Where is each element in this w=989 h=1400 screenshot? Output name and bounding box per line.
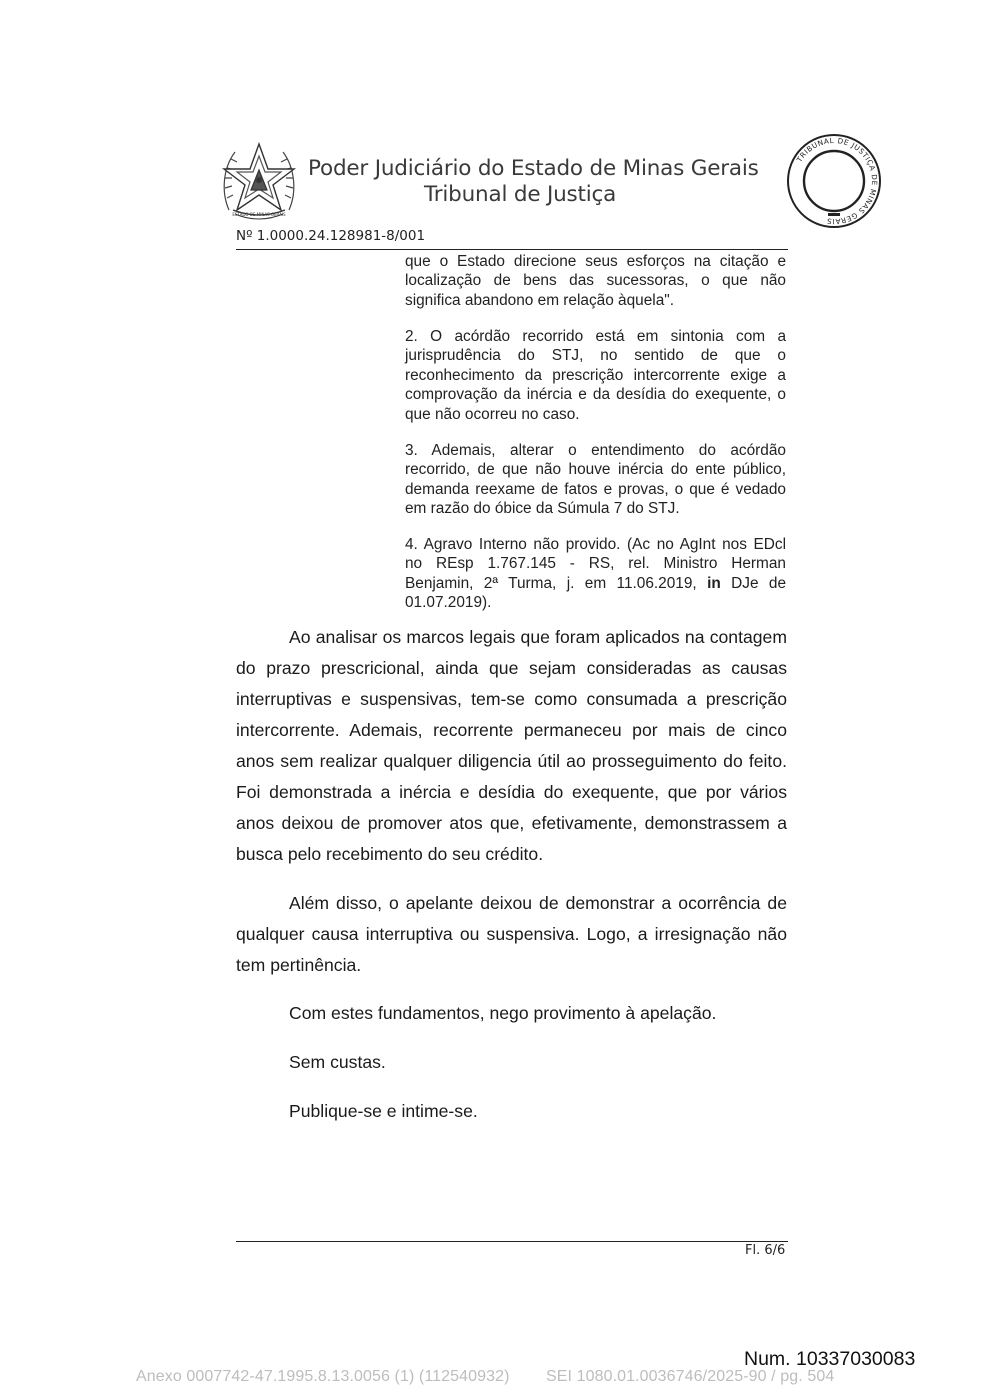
process-number: Nº 1.0000.24.128981-8/001 — [236, 228, 426, 244]
body-paragraph-4: Sem custas. — [289, 1052, 386, 1072]
body-paragraph-1: Ao analisar os marcos legais que foram aplicados na contagem do prazo prescricional, ainda que sejam consideradas as causas interruptivas e suspensivas, tem-se como consumada a prescrição intercorrente. Ademais, recorrente permaneceu por mais de cinco anos sem realizar qualquer diligencia útil ao prosseguimento do feito. Foi demonstrada a inércia e desídia do exequente, que por vários anos deixou de promover atos que, efetivamente, demonstrassem a busca pelo recebimento do seu crédito. — [236, 627, 787, 864]
citation-bold-in: in — [707, 574, 721, 592]
citation-paragraph-1: 2. O acórdão recorrido está em sintonia com a jurisprudência do STJ, no sentido de que o reconhecimento da prescrição intercorrente exige a comprovação da inércia e da desídia do exequente, o que não ocorreu no caso. — [405, 328, 786, 423]
body-paragraph-2: Além disso, o apelante deixou de demonstrar a ocorrência de qualquer causa interruptiva ou suspensiva. Logo, a irresignação não tem pertinência. — [236, 893, 787, 975]
svg-text:ESTADO DE MINAS GERAIS: ESTADO DE MINAS GERAIS — [232, 212, 286, 217]
citation-paragraph-2: 3. Ademais, alterar o entendimento do acórdão recorrido, de que não houve inércia do ente público, demanda reexame de fatos e provas, o que é vedado em razão do óbice da Súmula 7 do STJ. — [405, 442, 786, 518]
citation-paragraph-0: que o Estado direcione seus esforços na citação e localização de bens das sucessoras, o que não significa abandono em relação àquela". — [405, 253, 786, 309]
citation-text-end: DJe de 01.07.2019). — [405, 574, 787, 612]
footer-divider — [236, 1241, 788, 1242]
page-number: Fl. 6/6 — [745, 1243, 786, 1258]
citation-paragraph-3 — [405, 535, 786, 613]
annex-watermark: Anexo 0007742-47.1995.8.13.0056 (1) (112540932) SEI 1080.01.0036746/2025-90 / pg. 504 — [136, 1368, 835, 1385]
body-paragraph-3: Com estes fundamentos, nego provimento à apelação. — [289, 1003, 717, 1023]
court-name-line1: Poder Judiciário do Estado de Minas Gerais — [308, 156, 759, 181]
court-seal-stamp — [786, 133, 882, 229]
body-paragraph-5: Publique-se e intime-se. — [289, 1101, 478, 1121]
coat-of-arms-logo — [219, 140, 299, 224]
svg-text:TRIBUNAL DE JUSTIÇA DE MINAS G: TRIBUNAL DE JUSTIÇA DE MINAS GERAIS — [794, 135, 880, 227]
court-name-line2: Tribunal de Justiça — [424, 182, 617, 207]
header-divider — [236, 249, 788, 250]
document-num: Num. 10337030083 — [744, 1348, 916, 1370]
citation-text: 4. Agravo Interno não provido. (Ac no AgInt nos EDcl no REsp 1.767.145 - RS, rel. Ministro Herman Benjamin, 2ª Turma, j. em 11.06.2019, — [405, 536, 786, 592]
